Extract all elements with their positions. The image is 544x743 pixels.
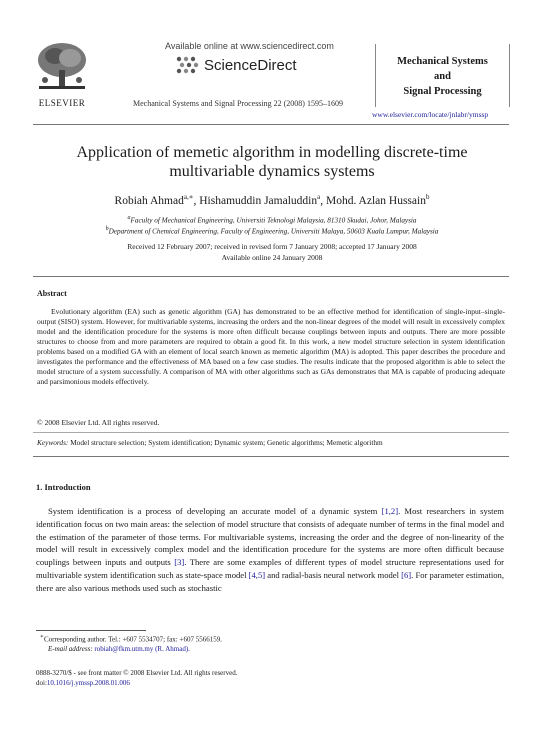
copyright-notice: © 2008 Elsevier Ltd. All rights reserved. <box>37 418 160 427</box>
author-list <box>20 193 524 207</box>
available-online-text: Available online at www.sciencedirect.com <box>165 41 334 51</box>
article-dates <box>20 241 524 263</box>
email-note <box>48 645 190 653</box>
affiliation-a <box>20 215 524 224</box>
affiliation-text: Department of Chemical Engineering, Faculty of Engineering, Universiti Malaya, 50603 Kuala Lumpur, Malaysia <box>108 227 439 236</box>
keywords-list: Model structure selection; System identification; Dynamic system; Genetic algorithms; Memetic algorithm <box>70 438 383 447</box>
author-separator: , <box>320 194 326 207</box>
body-text-run: . For parameter estimation, there are also various methods used such as stochastic <box>36 569 505 593</box>
journal-title <box>376 44 509 99</box>
author-affiliation-mark[interactable]: a <box>317 193 321 201</box>
corresponding-author-text: Corresponding author. Tel.: +607 5534707; fax: +607 5566159. <box>43 635 222 644</box>
journal-url-link[interactable]: www.elsevier.com/locate/jnlabr/ymssp <box>372 110 489 119</box>
footnote-marker: ∗ <box>40 634 44 640</box>
doi-label: doi: <box>36 679 47 687</box>
body-text-run: . Most researchers in system identification focus on two main areas: the selection of model structure that consists of adequate number of terms in the final model and the estimation of the parameter of those terms. For multivariable systems, increasing the order and the degree of non-linearity of the model will result in excessively complex model and the identification procedure for the systems are more often difficult because couplings between inputs and outputs <box>36 506 504 568</box>
author-affiliation-mark[interactable]: b <box>425 193 430 201</box>
article-title <box>20 143 524 181</box>
doi-line <box>36 679 130 687</box>
email-link[interactable]: robiah@fkm.utm.my (R. Ahmad). <box>94 645 190 653</box>
citation-link[interactable]: [6] <box>401 569 412 580</box>
citation-link[interactable]: [3] <box>174 557 185 568</box>
journal-citation: Mechanical Systems and Signal Processing 22 (2008) 1595–1609 <box>133 99 343 108</box>
elsevier-logo <box>33 40 91 106</box>
journal-title-line: Mechanical Systems <box>397 56 488 67</box>
author-affiliation-mark[interactable]: a,∗ <box>183 193 194 201</box>
sciencedirect-logo <box>175 55 297 75</box>
author-name: Hishamuddin Jamaluddin <box>199 194 318 207</box>
citation-link[interactable]: [1,2] <box>381 506 399 516</box>
body-text-run: . There are some examples of different types of model structure representations used for multivariable system identification such as state-space model <box>36 557 504 580</box>
introduction-paragraph <box>36 505 504 595</box>
affiliation-mark: a <box>127 215 131 221</box>
affiliation-mark: b <box>105 226 109 232</box>
article-title-line: multivariable dynamics systems <box>169 163 375 180</box>
doi-link[interactable]: 10.1016/j.ymssp.2008.01.006 <box>46 679 130 687</box>
author-name: Mohd. Azlan Hussain <box>325 194 426 207</box>
available-online-date: Available online 24 January 2008 <box>221 253 323 262</box>
elsevier-wordmark: ELSEVIER <box>38 98 86 108</box>
journal-title-line: and <box>434 71 451 82</box>
body-text-run: System identification is a process of developing an accurate model of a dynamic system <box>48 506 382 516</box>
section-heading-introduction: 1. Introduction <box>36 482 91 492</box>
citation-link[interactable]: [4,5] <box>248 569 266 580</box>
journal-title-box <box>375 44 510 107</box>
keywords-divider <box>33 456 509 457</box>
article-title-line: Application of memetic algorithm in modelling discrete-time <box>76 144 468 161</box>
corresponding-author-note <box>40 634 222 643</box>
abstract-heading: Abstract <box>37 289 67 298</box>
sciencedirect-dots-icon <box>175 55 201 75</box>
affiliation-b <box>20 226 524 235</box>
abstract-divider <box>33 432 509 433</box>
author-separator: , <box>193 194 200 207</box>
received-dates: Received 12 February 2007; received in revised form 7 January 2008; accepted 17 January 2008 <box>127 242 417 251</box>
elsevier-tree-icon <box>33 40 91 92</box>
keywords-label: Keywords: <box>37 438 69 447</box>
affiliation-text: Faculty of Mechanical Engineering, Universiti Teknologi Malaysia, 81310 Skudai, Johor, Malaysia <box>130 216 417 225</box>
author-name: Robiah Ahmad <box>114 194 184 207</box>
front-matter-issn: 0888-3270/$ - see front matter © 2008 Elsevier Ltd. All rights reserved. <box>36 669 238 677</box>
sciencedirect-wordmark: ScienceDirect <box>204 56 297 74</box>
email-label: E-mail address: <box>48 645 93 653</box>
header-divider <box>33 124 509 125</box>
title-divider <box>33 276 509 277</box>
body-text-run: and radial-basis neural network model <box>265 569 402 580</box>
abstract-text: Evolutionary algorithm (EA) such as genetic algorithm (GA) has demonstrated to be an effective method for identification of single-input–single-output (SISO) system. However, for multivariable systems, increasing the orders and the non-linear degrees of the model will result in excessively complex model and the identification procedure for the systems is more often difficult because couplings between inputs and outputs. There are more possible structures to choose from and more parameters are required to obtain a good fit. In this work, a new model structure selection in system identification problems based on a modified GA with an element of local search known as memetic algorithm (MA) is adopted. This paper describes the procedure and investigates the performance and the effectiveness of MA based on a few case studies. The results indicate that the proposed algorithm is able to select the model structure of a system successfully. A comparison of MA with other algorithms such as GAs demonstrates that MA is capable of producing adequate and parsimonious models effectively. <box>37 307 505 386</box>
journal-title-line: Signal Processing <box>403 86 482 97</box>
footnote-rule <box>36 630 146 631</box>
keywords <box>37 438 383 447</box>
